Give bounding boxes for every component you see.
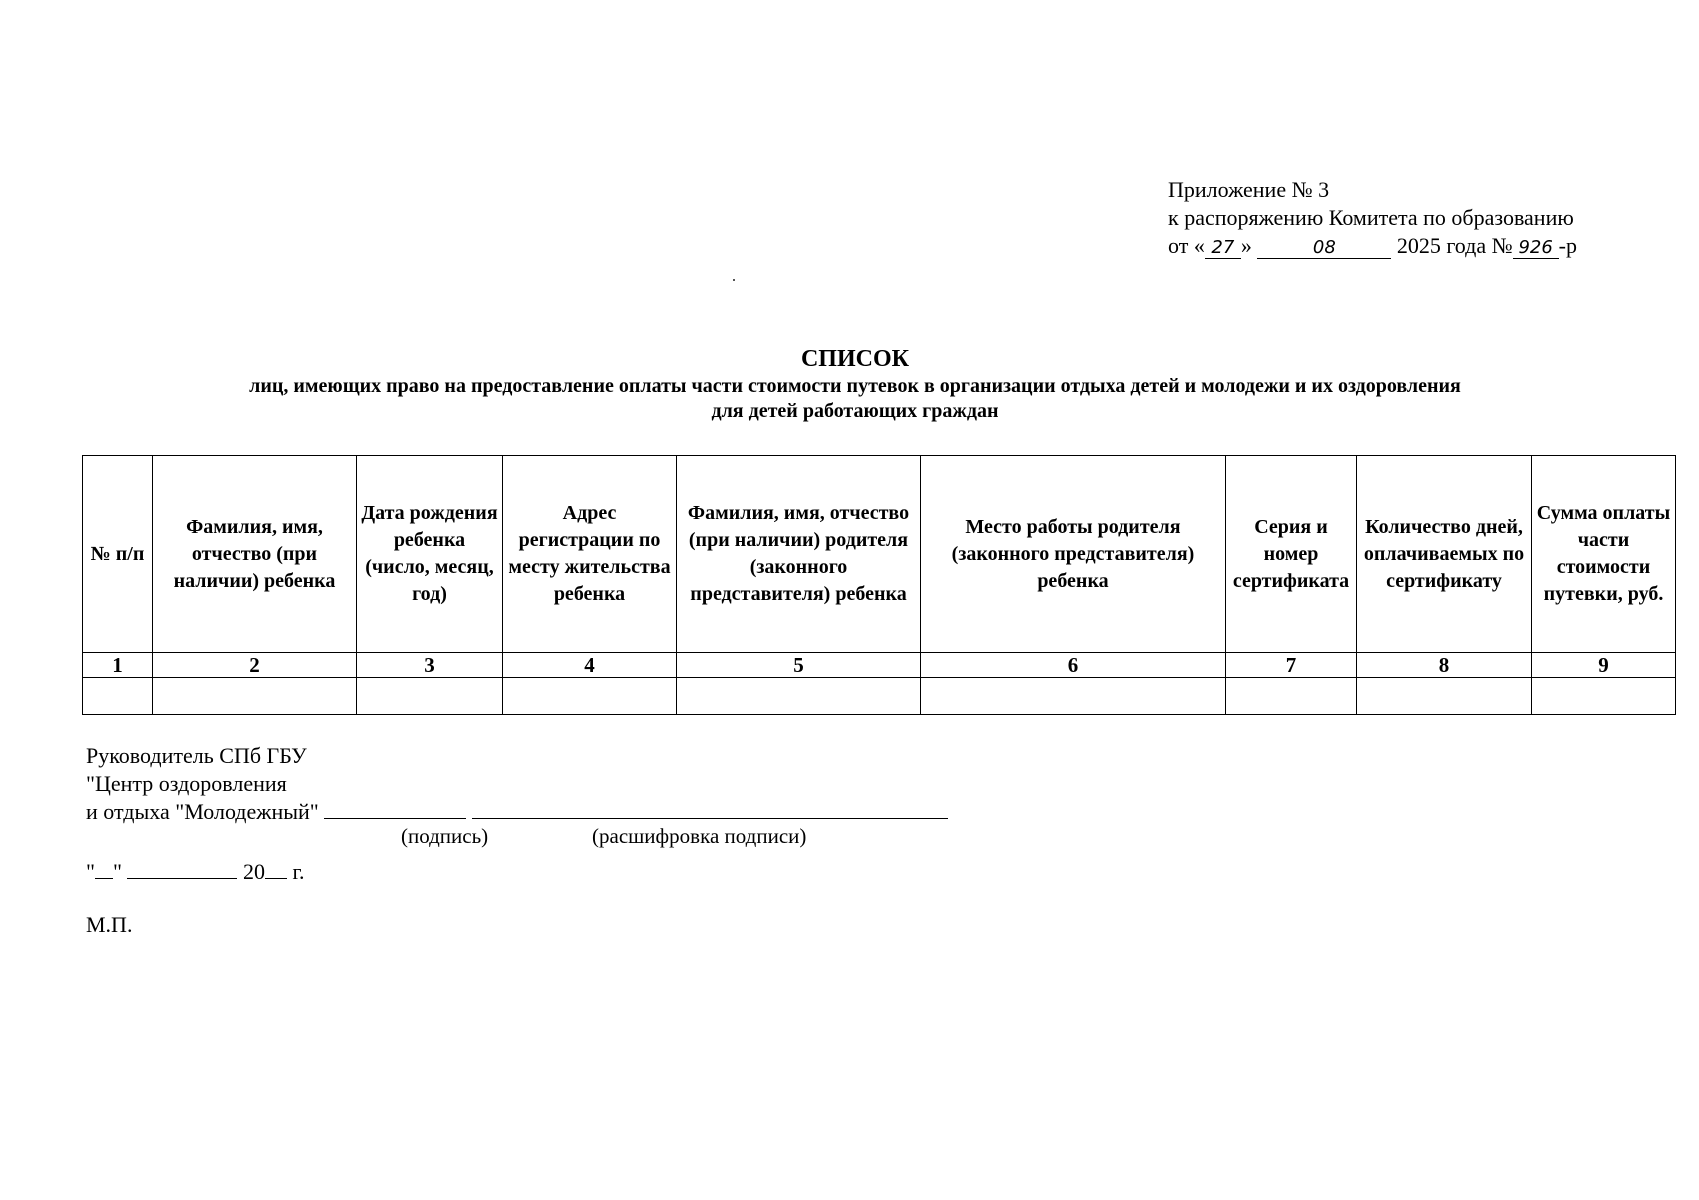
- date-quote-close: ": [112, 859, 122, 884]
- header-cell: Серия и номер сертификата: [1226, 456, 1357, 653]
- column-number-row: [83, 653, 1676, 678]
- appendix-year: 2025 года №: [1396, 233, 1513, 258]
- header-cell: Сумма оплаты части стоимости путевки, руб.: [1532, 456, 1676, 653]
- column-number: 1: [83, 653, 153, 678]
- header-cell: Дата рождения ребенка (число, месяц, год): [357, 456, 503, 653]
- header-cell: № п/п: [83, 456, 153, 653]
- column-number: 4: [503, 653, 677, 678]
- header-cell: Фамилия, имя, отчество (при наличии) родителя (законного представителя) ребенка: [677, 456, 921, 653]
- empty-cell: [153, 678, 357, 715]
- column-number: 3: [357, 653, 503, 678]
- caption-signature: (подпись): [401, 824, 489, 848]
- signer-line-1: Руководитель СПб ГБУ: [86, 743, 307, 768]
- title-main: СПИСОК: [800, 346, 910, 372]
- column-number: 5: [677, 653, 921, 678]
- title-subtitle-1: лиц, имеющих право на предоставление оплаты части стоимости путевок в организации отдыха детей и молодежи и их оздоровления: [249, 375, 1461, 397]
- header-cell: Место работы родителя (законного представителя) ребенка: [921, 456, 1226, 653]
- empty-cell: [503, 678, 677, 715]
- signature-blank: [324, 798, 466, 819]
- signer-line-3: [86, 798, 948, 826]
- column-number: 9: [1532, 653, 1676, 678]
- signature-date: [86, 858, 305, 885]
- column-number: 6: [921, 653, 1226, 678]
- appendix-number: 926: [1513, 238, 1559, 259]
- header-cell: Адрес регистрации по месту жительства ребенка: [503, 456, 677, 653]
- signature-block: [86, 742, 948, 826]
- empty-cell: [357, 678, 503, 715]
- empty-cell: [1532, 678, 1676, 715]
- appendix-prefix: от «: [1168, 233, 1205, 258]
- signature-decode-blank: [472, 798, 948, 819]
- empty-cell: [677, 678, 921, 715]
- appendix-month: 08: [1257, 238, 1391, 259]
- appendix-suffix: -р: [1558, 233, 1577, 258]
- appendix-day: 27: [1205, 238, 1241, 259]
- column-number: 8: [1357, 653, 1532, 678]
- column-number: 2: [153, 653, 357, 678]
- table-header-row: [83, 456, 1676, 653]
- date-year-blank: [265, 858, 287, 879]
- title-subtitle-2: для детей работающих граждан: [711, 400, 999, 422]
- column-number: 7: [1226, 653, 1357, 678]
- stamp-place: М.П.: [86, 912, 133, 937]
- appendix-order-ref: к распоряжению Комитета по образованию: [1168, 205, 1574, 230]
- appendix-title: Приложение № 3: [1168, 177, 1330, 202]
- appendix-mid: »: [1240, 233, 1252, 258]
- date-g: г.: [292, 859, 305, 884]
- appendix-date-number: [1168, 232, 1577, 260]
- date-quote-open: ": [86, 859, 95, 884]
- beneficiary-table: [82, 455, 1676, 715]
- date-year: 20: [242, 859, 265, 884]
- empty-data-row: [83, 678, 1676, 715]
- signer-line-2: "Центр оздоровления: [86, 771, 287, 796]
- appendix-block: [1168, 176, 1577, 260]
- caption-decode: (расшифровка подписи): [592, 824, 807, 848]
- empty-cell: [1226, 678, 1357, 715]
- date-month-blank: [127, 858, 237, 879]
- empty-cell: [83, 678, 153, 715]
- date-day-blank: [95, 858, 113, 879]
- document-title: [60, 344, 1650, 424]
- header-cell: Количество дней, оплачиваемых по сертификату: [1357, 456, 1532, 653]
- signer-org: и отдыха "Молодежный": [86, 799, 319, 824]
- empty-cell: [921, 678, 1226, 715]
- header-cell: Фамилия, имя, отчество (при наличии) ребенка: [153, 456, 357, 653]
- scan-speck: [733, 279, 735, 281]
- empty-cell: [1357, 678, 1532, 715]
